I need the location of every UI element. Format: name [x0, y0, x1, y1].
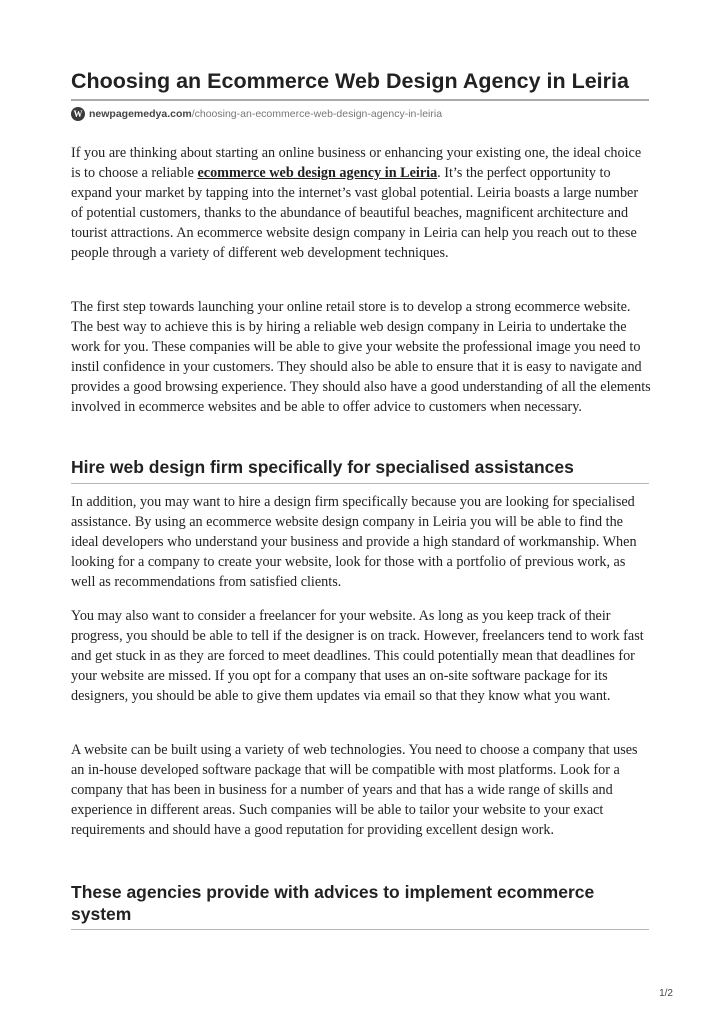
page-number: 1/2 — [659, 988, 673, 999]
intro-text-before-link: If you are thinking about starting an online business or enhancing your existing one, the ideal choice is to choose a reliable — [71, 145, 642, 181]
section1-paragraph-3: A website can be built using a variety of web technologies. You need to choose a company that uses an in-house developed software package that will be compatible with most platforms. Look for a company that has been in business for a number of years and that has a wide range of skills and experience in different areas. Such companies will be able to tailor your website to your exact requirements and should have a good reputation for providing excellent design work. — [71, 742, 638, 838]
section-heading-1: Hire web design firm specifically for specialised assistances — [71, 457, 574, 477]
section1-paragraph-2: You may also want to consider a freelancer for your website. As long as you keep track of their progress, you should be able to tell if the designer is on track. However, freelancers tend to work fast and get stuck in as they are forced to meet deadlines. This could potentially mean that deadlines for your website are missed. If you opt for a company that uses an on-site software package for its designers, you should be able to give them updates via email so that they know what you want. — [71, 608, 644, 704]
section-divider-2 — [71, 929, 649, 930]
section-divider-1 — [71, 483, 649, 484]
section1-paragraph-1: In addition, you may want to hire a design firm specifically because you are looking for specialised assistance. By using an ecommerce website design company in Leiria you will be able to find the ideal developers who understand your business and provide a high standard of workmanship. When looking for a company to create your website, look for those with a portfolio of previous work, as well as recommendations from satisfied clients. — [71, 494, 637, 590]
page-title: Choosing an Ecommerce Web Design Agency in Leiria — [71, 69, 629, 93]
wordpress-icon: W — [71, 107, 85, 121]
source-path[interactable]: /choosing-an-ecommerce-web-design-agency-in-leiria — [191, 108, 443, 120]
intro-paragraph-1 — [71, 143, 651, 263]
title-divider — [71, 99, 649, 101]
intro-text-after-link: . It’s the perfect opportunity to expand your market by tapping into the internet’s vast global potential. Leiria boasts a large number of potential customers, thanks to the abundance of beautiful beaches, magnificent architecture and tourist attractions. An ecommerce website design company in Leiria can help you reach out to these people through a variety of different web development techniques. — [71, 165, 639, 261]
intro-paragraph-2: The first step towards launching your online retail store is to develop a strong ecommerce website. The best way to achieve this is by hiring a reliable web design company in Leiria to undertake the work for you. These companies will be able to give your website the professional image you need to instil confidence in your customers. They should also be able to ensure that it is easy to navigate and provides a good browsing experience. They should also have a good understanding of all the elements involved in ecommerce websites and be able to offer advice to customers when necessary. — [71, 299, 651, 415]
agency-link[interactable]: ecommerce web design agency in Leiria — [197, 165, 438, 181]
section-heading-2: These agencies provide with advices to implement ecommerce system — [71, 882, 595, 924]
source-domain[interactable]: newpagemedya.com — [89, 108, 192, 120]
source-url[interactable] — [71, 106, 442, 122]
